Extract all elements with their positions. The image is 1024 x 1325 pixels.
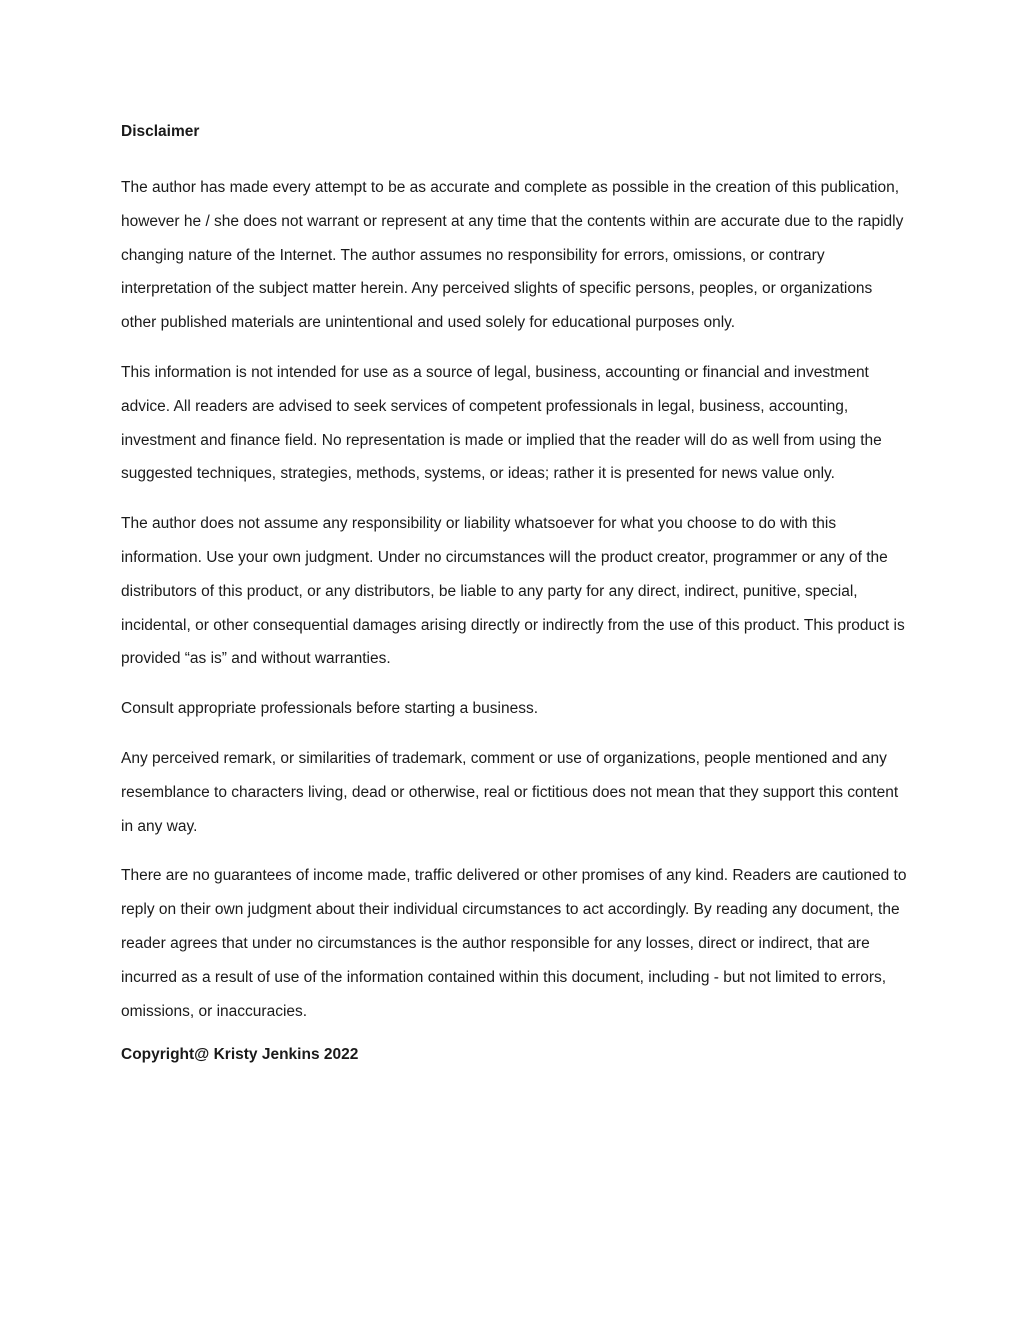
copyright-notice: Copyright@ Kristy Jenkins 2022 [121, 1046, 359, 1064]
paragraph-liability: The author does not assume any responsibility or liability whatsoever for what you choose to do with this information. Use your own judgment. Under no circumstances will the product creator, programmer or any of the distributors of this product, or any distributors, be liable to any party for any direct, indirect, punitive, special, incidental, or other consequential damages arising directly or indirectly from the use of this product. This product is provided “as is” and without warranties. [121, 515, 905, 668]
page-title: Disclaimer [121, 123, 200, 140]
paragraph-trademark-remark: Any perceived remark, or similarities of trademark, comment or use of organizations, people mentioned and any resemblance to characters living, dead or otherwise, real or fictitious does not mean that they support this content in any way. [121, 749, 899, 835]
document-page [121, 121, 911, 1066]
paragraph-consult-professionals: Consult appropriate professionals before starting a business. [121, 700, 539, 718]
paragraph-accuracy: The author has made every attempt to be as accurate and complete as possible in the creation of this publication, however he / she does not warrant or represent at any time that the contents within are accurate due to the rapidly changing nature of the Internet. The author assumes no responsibility for errors, omissions, or contrary interpretation of the subject matter herein. Any perceived slights of specific persons, peoples, or organizations other published materials are unintentional and used solely for educational purposes only. [121, 179, 904, 332]
paragraph-no-guarantees: There are no guarantees of income made, traffic delivered or other promises of any kind. Readers are cautioned to reply on their own judgment about their individual circumstances to act accordingly. By reading any document, the reader agrees that under no circumstances is the author responsible for any losses, direct or indirect, that are incurred as a result of use of the information contained within this document, including - but not limited to errors, omissions, or inaccuracies. [121, 867, 907, 1020]
paragraph-not-advice: This information is not intended for use as a source of legal, business, accounting or financial and investment advice. All readers are advised to seek services of competent professionals in legal, business, accounting, investment and finance field. No representation is made or implied that the reader will do as well from using the suggested techniques, strategies, methods, systems, or ideas; rather it is presented for news value only. [121, 363, 882, 483]
